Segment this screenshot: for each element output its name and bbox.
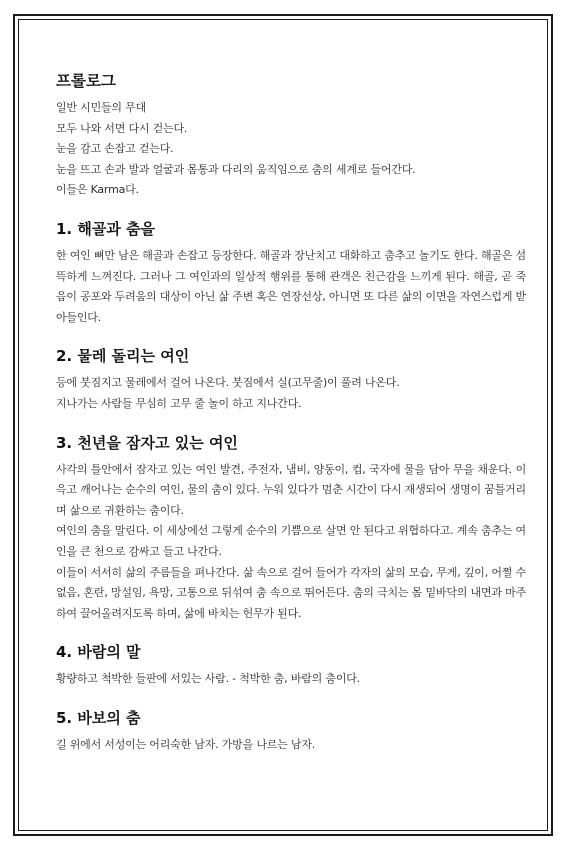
prologue-line: 일반 시민들의 무대: [56, 101, 147, 114]
section-skeleton-dance: [56, 219, 526, 328]
section-paragraph: 사각의 틀안에서 잠자고 있는 여인 발견, 주전자, 냄비, 양동이, 컵, 국자에 물을 담아 무을 채운다. 이윽고 깨어나는 순수의 여인, 물의 춤이 있다. 누워 있다가 멈춘 시간이 다시 재생되어 생명이 꿈틀거리며 삶으로 귀환하는 춤이다.: [56, 462, 526, 517]
prologue-heading: 프롤로그: [56, 72, 116, 90]
section-paragraph: 한 여인 뼈만 남은 해골과 손잡고 등장한다. 해골과 장난치고 대화하고 춤추고 놀기도 한다. 해골은 섬뜩하게 느껴진다. 그러나 그 여인과의 일상적 행위를 통해 관객은 친근감을 느끼게 된다. 해골, 곧 죽음이 공포와 두려움의 대상이 아닌 삶 주변 혹은 연장선상, 아니면 또 다른 삶의 이면을 자연스럽게 받아들인다.: [56, 248, 526, 324]
section-heading: 5. 바보의 춤: [56, 708, 141, 727]
section-paragraph: 지나가는 사람들 무심히 고무 줄 놀이 하고 지나간다.: [56, 396, 302, 410]
section-paragraph: 여인의 춤을 말린다. 이 세상에선 그렇게 순수의 기쁨으로 살면 안 된다고 위협하다고. 계속 춤추는 여인을 큰 천으로 감싸고 들고 나간다.: [56, 524, 526, 558]
section-paragraph: 황량하고 척박한 들판에 서있는 사람. - 척박한 춤, 바람의 춤이다.: [56, 672, 360, 686]
prologue-line: 이들은 Karma다.: [56, 183, 139, 197]
section-heading: 4. 바람의 말: [56, 643, 141, 662]
section-paragraph: 길 위에서 서성이는 어리숙한 남자. 가방을 나르는 남자.: [56, 737, 316, 751]
section-heading: 1. 해골과 춤을: [56, 219, 156, 238]
prologue-line: 눈을 뜨고 손과 발과 얼굴과 몸통과 다리의 움직임으로 춤의 세계로 들어간다.: [56, 162, 416, 176]
section-heading: 3. 천년을 잠자고 있는 여인: [56, 433, 238, 452]
section-words-of-wind: [56, 642, 526, 690]
prologue-line: 모두 나와 서면 다시 걷는다.: [56, 121, 188, 135]
section-heading: 2. 물레 돌리는 여인: [56, 347, 190, 366]
document-body: [56, 71, 526, 755]
section-paragraph: 등에 붓짐지고 물레에서 걸어 나온다. 붓짐에서 실(고무줄)이 풀려 나온다.: [56, 376, 400, 390]
prologue-text: [56, 98, 526, 201]
section-paragraph: 이들이 서서히 삶의 주름들을 펴나간다. 삶 속으로 걸어 들어가 각자의 삶의 모습, 무게, 깊이, 어쩔 수 없음, 혼란, 망설임, 욕망, 고통으로 뒤섞여 춤 속으로 뛰어든다. 춤의 극치는 몸 밑바닥의 내면과 마주하여 끌어올려지도록 하며, 삶에 바치는 헌무가 된다.: [56, 565, 526, 620]
section-sleeping-woman: [56, 433, 526, 625]
prologue-line: 눈을 감고 손잡고 걷는다.: [56, 142, 174, 156]
section-fools-dance: [56, 708, 526, 756]
section-spinning-wheel-woman: [56, 346, 526, 414]
